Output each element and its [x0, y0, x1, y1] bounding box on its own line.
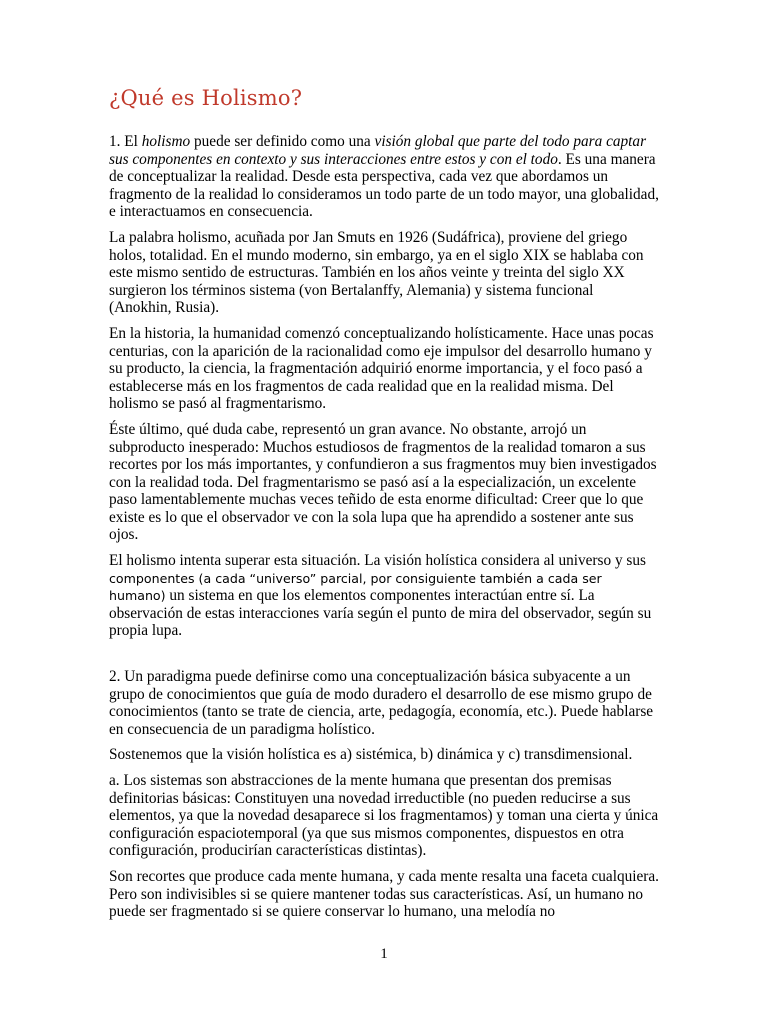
- p5-sans-text: componentes (a cada “universo” parcial, por consiguiente también a cada ser humano): [109, 570, 602, 604]
- page-title: ¿Qué es Holismo?: [109, 86, 303, 110]
- p1-italic-definition: visión global que parte del todo para captar sus componentes en contexto y sus interacciones entre estos y con el todo: [109, 133, 647, 168]
- p1-text-e: . Es una manera de conceptualizar la realidad. Desde esta perspectiva, cada vez que abordamos un fragmento de la realidad lo consideramos un todo parte de un todo mayor, una globalidad, e interactuamos en consecuencia.: [109, 150, 659, 221]
- paragraph-4: Éste último, qué duda cabe, representó un gran avance. No obstante, arrojó un subproducto inesperado: Muchos estudiosos de fragmentos de la realidad tomaron a sus recortes por los más importantes, y confundieron a sus fragmentos muy bien investigados con la realidad toda. Del fragmentarismo se pasó así a la especialización, un excelente paso lamentablemente muchas veces teñido de esta enorme dificultad: Creer que lo que existe es lo que el observador ve con la sola lupa que ha aprendido a sostener ante sus ojos.: [109, 420, 657, 544]
- paragraph-9: Son recortes que produce cada mente humana, y cada mente resalta una faceta cualquiera. Pero son indivisibles si se quiere mantener todas sus características. Así, un humano no puede ser fragmentado si se quiere conservar lo humano, una melodía no: [109, 867, 659, 921]
- paragraph-1: [109, 133, 659, 221]
- p1-italic-holismo: holismo: [141, 133, 191, 150]
- p1-text-c: puede ser definido como una: [190, 133, 375, 150]
- paragraph-5: [109, 552, 659, 640]
- paragraph-3: En la historia, la humanidad comenzó conceptualizando holísticamente. Hace unas pocas centurias, con la aparición de la racionalidad como eje impulsor del desarrollo humano y su producto, la ciencia, la fragmentación adquirió enorme importancia, y el foco pasó a establecerse más en los fragmentos de cada realidad que en la realidad misma. Del holismo se pasó al fragmentarismo.: [109, 324, 654, 413]
- p5-text-a: El holismo intenta superar esta situación. La visión holística considera al universo y sus: [109, 552, 646, 570]
- paragraph-2: La palabra holismo, acuñada por Jan Smuts en 1926 (Sudáfrica), proviene del griego holos, totalidad. En el mundo moderno, sin embargo, ya en el siglo XIX se hablaba con este mismo sentido de estructuras. También en los años veinte y treinta del siglo XX surgieron los términos sistema (von Bertalanffy, Alemania) y sistema funcional (Anokhin, Rusia).: [109, 228, 644, 317]
- document-body: [109, 133, 659, 929]
- p5-text-c: un sistema en que los elementos componentes interactúan entre sí. La observación de estas interacciones varía según el punto de mira del observador, según su propia lupa.: [109, 587, 652, 640]
- paragraph-6: 2. Un paradigma puede definirse como una conceptualización básica subyacente a un grupo de conocimientos que guía de modo duradero el desarrollo de ese mismo grupo de conocimientos (tanto se trate de ciencia, arte, pedagogía, economía, etc.). Puede hablarse en consecuencia de un paradigma holístico.: [109, 668, 654, 738]
- page-number: 1: [380, 946, 388, 962]
- p1-text-a: 1. El: [109, 133, 142, 150]
- paragraph-7: Sostenemos que la visión holística es a) sistémica, b) dinámica y c) transdimensional.: [109, 746, 633, 764]
- paragraph-8: a. Los sistemas son abstracciones de la mente humana que presentan dos premisas definitorias básicas: Constituyen una novedad irreductible (no pueden reducirse a sus elementos, ya que la novedad desaparece si los fragmentamos) y toman una cierta y única configuración espaciotemporal (ya que sus mismos componentes, dispuestos en otra configuración, producirían características distintas).: [109, 772, 659, 860]
